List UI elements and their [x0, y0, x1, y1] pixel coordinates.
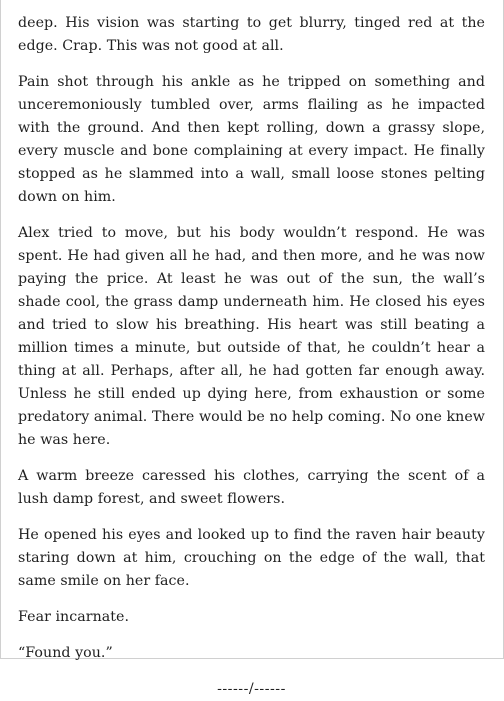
- paragraph-4: A warm breeze caressed his clothes, carrying the scent of a lush damp forest, and sweet flowers.: [18, 468, 485, 507]
- paragraph-2: Pain shot through his ankle as he tripped on something and unceremoniously tumbled over, arms flailing as he impacted with the ground. And then kept rolling, down a grassy slope, every muscle and bone complaining at every impact. He finally stopped as he slammed into a wall, small loose stones pelting down on him.: [18, 74, 485, 205]
- paragraph-6: Fear incarnate.: [18, 609, 130, 625]
- paragraph-7: “Found you.”: [18, 645, 113, 661]
- scene-divider: ------/------: [217, 681, 286, 697]
- book-page: [18, 12, 485, 701]
- paragraph-5: He opened his eyes and looked up to find the raven hair beauty staring down at him, crouching on the edge of the wall, that same smile on her face.: [18, 527, 485, 589]
- paragraph-1: deep. His vision was starting to get blurry, tinged red at the edge. Crap. This was not good at all.: [18, 15, 485, 54]
- paragraph-3: Alex tried to move, but his body wouldn’t respond. He was spent. He had given all he had, and then more, and he was now paying the price. At least he was out of the sun, the wall’s shade cool, the grass damp underneath him. He closed his eyes and tried to slow his breathing. His heart was still beating a million times a minute, but outside of that, he couldn’t hear a thing at all. Perhaps, after all, he had gotten far enough away. Unless he still ended up dying here, from exhaustion or some predatory animal. There would be no help coming. No one knew he was here.: [18, 225, 485, 448]
